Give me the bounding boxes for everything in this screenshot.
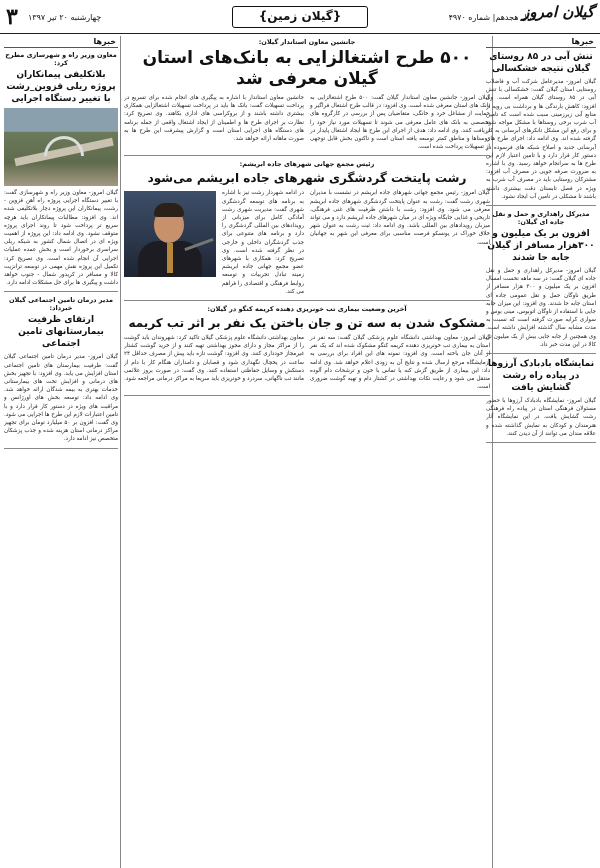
news-kicker: مدیرکل راهداری و حمل و نقل جاده ای گیلان: — [492, 210, 590, 227]
article-text: گیلان امروز- معاون بهداشتی دانشگاه علوم پزشکی گیلان گفت: سه نفر در استان به بیماری تب خونریزی دهنده کریمه کنگو مشکوک شده اند که یک نفر از آنان جان باخته است. وی افزود: نمونه های این افراد برای بررسی به آزمایشگاه مرجع ارسال شده و نتایج آن به زودی اعلام خواهد شد. وی ادامه داد: این بیماری از طریق گزش کنه یا تماس با خون و ترشحات دام آلوده منتقل می شود و رعایت نکات بهداشتی در کشتار دام و تهیه گوشت ضروری است. — [310, 335, 490, 391]
article-headline: رشت پایتخت گردشگری شهرهای جاده ابریشم می‌شود — [147, 171, 467, 186]
news-item — [486, 210, 596, 354]
article-text-with-photo — [124, 189, 304, 296]
article-kicker: رئیس مجمع جهانی شهرهای جاده ابریشم: — [239, 160, 375, 169]
column-label: خبرها — [4, 36, 118, 48]
article-body — [124, 94, 490, 151]
railway-photo — [4, 108, 118, 186]
article-text: گیلان امروز- جانشین معاون استاندار گیلان گفت: ۵۰۰ طرح اشتغالزایی به بانک های استان معرفی شده است. وی افزود: در قالب طرح اشتغال فراگیر و حمایت از مشاغل خرد و خانگی، متقاضیان پس از بررسی در کارگروه های تخصصی به بانک های عامل معرفی می شوند تا تسهیلات مورد نیاز خود را دریافت کنند. وی ادامه داد: هدف از اجرای این طرح ها ایجاد اشتغال پایدار در روستاها و مناطق کمتر توسعه یافته استان است و تاکنون بخش قابل توجهی از تسهیلات پرداخت شده است. — [310, 95, 490, 151]
news-body: گیلان امروز- مدیرکل راهداری و حمل و نقل جاده ای گیلان گفت: در سه ماهه نخست امسال افزون بر یک میلیون و ۳۰۰ هزار مسافر از طریق ناوگان حمل و نقل عمومی جاده ای استان جابه جا شدند. وی افزود: این میزان جابه جایی با استفاده از ناوگان اتوبوس، مینی بوس و سواری کرایه صورت گرفته است که نسبت به مدت مشابه سال گذشته افزایش داشته است. وی همچنین از جابه جایی بیش از یک میلیون تن کالا در این مدت خبر داد. — [486, 268, 596, 348]
news-item — [486, 51, 596, 206]
hair-shape — [154, 203, 184, 217]
article — [124, 305, 490, 396]
section-title: {گیلان زمین} — [232, 6, 368, 28]
speaker-photo — [124, 191, 216, 277]
newspaper-logo: گیلان امروز — [522, 3, 594, 21]
article-headline: ۵۰۰ طرح اشتغالزایی به بانک‌های استان گیلان معرفی شد — [142, 48, 472, 89]
news-body: گیلان امروز- مدیر درمان تامین اجتماعی گیلان گفت: ظرفیت بیمارستان های تامین اجتماعی استان افزایش می یابد. وی افزود: با تجهیز بخش های درمانی و افزایش تخت های بیمارستانی خدمات بهتری به بیمه شدگان ارائه خواهد شد. وی ادامه داد: توسعه بخش های اورژانس و مراقبت های ویژه در دستور کار قرار دارد و با تامین اعتبارات لازم این طرح ها اجرایی می شود. وی گفت: افزون بر ۵۰ میلیارد تومان برای تجهیز مراکز درمانی استان هزینه شده و جذب پزشکان متخصص نیز ادامه دارد. — [4, 354, 118, 443]
news-kicker: مدیر درمان تامین اجتماعی گیلان خبرداد: — [8, 296, 114, 313]
right-news-column — [486, 36, 596, 868]
news-headline: افزون بر یک میلیون و ۳۰۰هزار مسافر از گیلان جابه جا شدند — [487, 229, 595, 264]
main-column — [124, 36, 490, 868]
news-body: گیلان امروز- نمایشگاه بادبادک آرزوها با حضور مسئولان فرهنگی استان در پیاده راه فرهنگی رشت گشایش یافت. در این نمایشگاه آثار هنرمندان و کودکان به نمایش گذاشته شده و علاقه مندان می توانند از آن دیدن کنند. — [486, 398, 596, 437]
lead-article — [124, 38, 490, 156]
news-headline: ارتقای ظرفیت بیمارستانهای تامین اجتماعی — [18, 315, 104, 350]
news-headline: نمایشگاه بادبادک آرزوها در پیاده راه رشت گشایش یافت — [487, 359, 595, 394]
article-text: گیلان امروز- رئیس مجمع جهانی شهرهای جاده ابریشم در نشست با مدیران شهری رشت گفت: رشت به عنوان پایتخت گردشگری شهرهای جاده ابریشم معرفی می شود. وی افزود: رشت با داشتن ظرفیت های غنی فرهنگی، تاریخی و غذایی جایگاه ویژه ای در میان شهرهای جاده ابریشم دارد و می تواند میزبان رویدادهای بین المللی باشد. وی ادامه داد: ثبت رشت به عنوان شهر خلاق خوراک در یونسکو فرصت مناسبی برای معرفی این شهر به جهانیان است. — [310, 190, 490, 246]
article-body — [124, 334, 490, 391]
page-number: ۳ — [6, 4, 18, 30]
article-text: جانشین معاون استاندار با اشاره به پیگیری های انجام شده برای تسریع در پرداخت تسهیلات گفت: بانک ها باید در پرداخت تسهیلات اشتغالزایی همکاری بیشتری داشته باشند و از بروکراسی های اداری بکاهند. وی تصریح کرد: نظارت بر اجرای طرح ها و اطمینان از ایجاد اشتغال واقعی از جمله برنامه های دستگاه های اجرایی استان است و گزارش پیشرفت این طرح ها به صورت ماهانه ارائه خواهد شد. — [124, 95, 304, 143]
news-headline: بلاتکلیفی پیمانکاران پروژه ریلی قزوین_رشت با تغییر دستگاه اجرایی — [6, 70, 116, 104]
news-kicker: معاون وزیر راه و شهرسازی مطرح کرد: — [5, 51, 117, 67]
article-kicker: آخرین وضعیت بیماری تب خونریزی دهنده کریمه کنگو در گیلان: — [207, 305, 407, 314]
article-body — [124, 189, 490, 296]
news-item — [4, 51, 118, 292]
issue-number: سال هجدهم| شماره ۴۹۷۰ — [448, 13, 536, 22]
news-headline: تنش آبی در ۸۵ روستای گیلان نتیجه خشکسالی — [489, 52, 593, 74]
news-body: گیلان امروز- معاون وزیر راه و شهرسازی گفت: با تغییر دستگاه اجرایی پروژه راه آهن قزوین - رشت، پیمانکاران این پروژه دچار بلاتکلیفی شده اند. وی افزود: مطالبات پیمانکاران باید هرچه سریع تر پرداخت شود تا روند اجرای پروژه متوقف نشود. وی ادامه داد: این پروژه از اهمیت ویژه ای در اتصال شمال کشور به شبکه ریلی سراسری برخوردار است و بخش عمده عملیات اجرایی آن انجام شده است. وی تصریح کرد: تکمیل این پروژه نقش مهمی در توسعه ترانزیت کالا و مسافر در کریدور شمال - جنوب خواهد داشت و پیگیری ها برای حل مشکلات ادامه دارد. — [4, 190, 118, 287]
article-text: معاون بهداشتی دانشگاه علوم پزشکی گیلان تاکید کرد: شهروندان باید گوشت را از مراکز مجاز و دارای مجوز بهداشتی تهیه کنند و از خرید گوشت کشتار غیرمجاز خودداری کنند. وی افزود: گوشت تازه باید پیش از مصرف حداقل ۲۴ ساعت در یخچال نگهداری شود و قصابان و دامداران هنگام کار با دام از دستکش و وسایل حفاظتی استفاده کنند. وی گفت: در صورت بروز علائمی مانند تب ناگهانی، سردرد و خونریزی باید سریعا به مراکز درمانی مراجعه شود. — [124, 335, 304, 383]
news-item — [4, 296, 118, 448]
article-headline: مشکوک شدن به سه تن و جان باختن یک نفر بر اثر تب کریمه — [128, 316, 486, 331]
left-news-column — [4, 36, 118, 868]
column-divider — [120, 36, 121, 868]
column-label: خبرها — [486, 36, 596, 48]
tie-shape — [167, 243, 173, 273]
article-kicker: جانشین معاون استاندار گیلان: — [258, 38, 356, 46]
masthead — [0, 0, 600, 34]
news-body: گیلان امروز- مدیرعامل شرکت آب و فاضلاب روستایی استان گیلان گفت: خشکسالی با تنش آبی در ۸۵ روستای گیلان همراه است. وی افزود: کاهش بارندگی ها و برداشت بی رویه از منابع آبی زیرزمینی سبب شده است که تامین آب شرب برخی روستاها با مشکل مواجه شود و برای رفع این مشکل تانکرهای آبرسانی به کار گرفته شده اند. وی ادامه داد: اجرای طرح های آبرسانی جدید و اصلاح شبکه های فرسوده در دستور کار قرار دارد و با تامین اعتبار لازم این طرح ها به سرانجام خواهد رسید. وی با اشاره به ضرورت صرفه جویی در مصرف آب افزود: مشترکان روستایی باید در مصرف آب شرب به ویژه در فصل تابستان دقت بیشتری داشته باشند تا مشکلی در تامین آب ایجاد نشود. — [486, 79, 596, 200]
bridge-arch-shape — [44, 136, 84, 156]
article-text: در ادامه شهردار رشت نیز با اشاره به برنامه های توسعه گردشگری شهری گفت: مدیریت شهری رشت آمادگی کامل برای میزبانی از رویدادهای بین المللی گردشگری را دارد و برنامه های متنوعی برای جذب گردشگران داخلی و خارجی در نظر گرفته شده است. وی تصریح کرد: همکاری با شهرهای عضو مجمع جهانی جاده ابریشم زمینه تبادل تجربیات و توسعه روابط فرهنگی و اقتصادی را فراهم می کند. — [222, 190, 304, 295]
news-item — [486, 358, 596, 443]
article — [124, 160, 490, 301]
issue-date: چهارشنبه ۲۰ تیر ۱۳۹۷ — [28, 13, 102, 22]
